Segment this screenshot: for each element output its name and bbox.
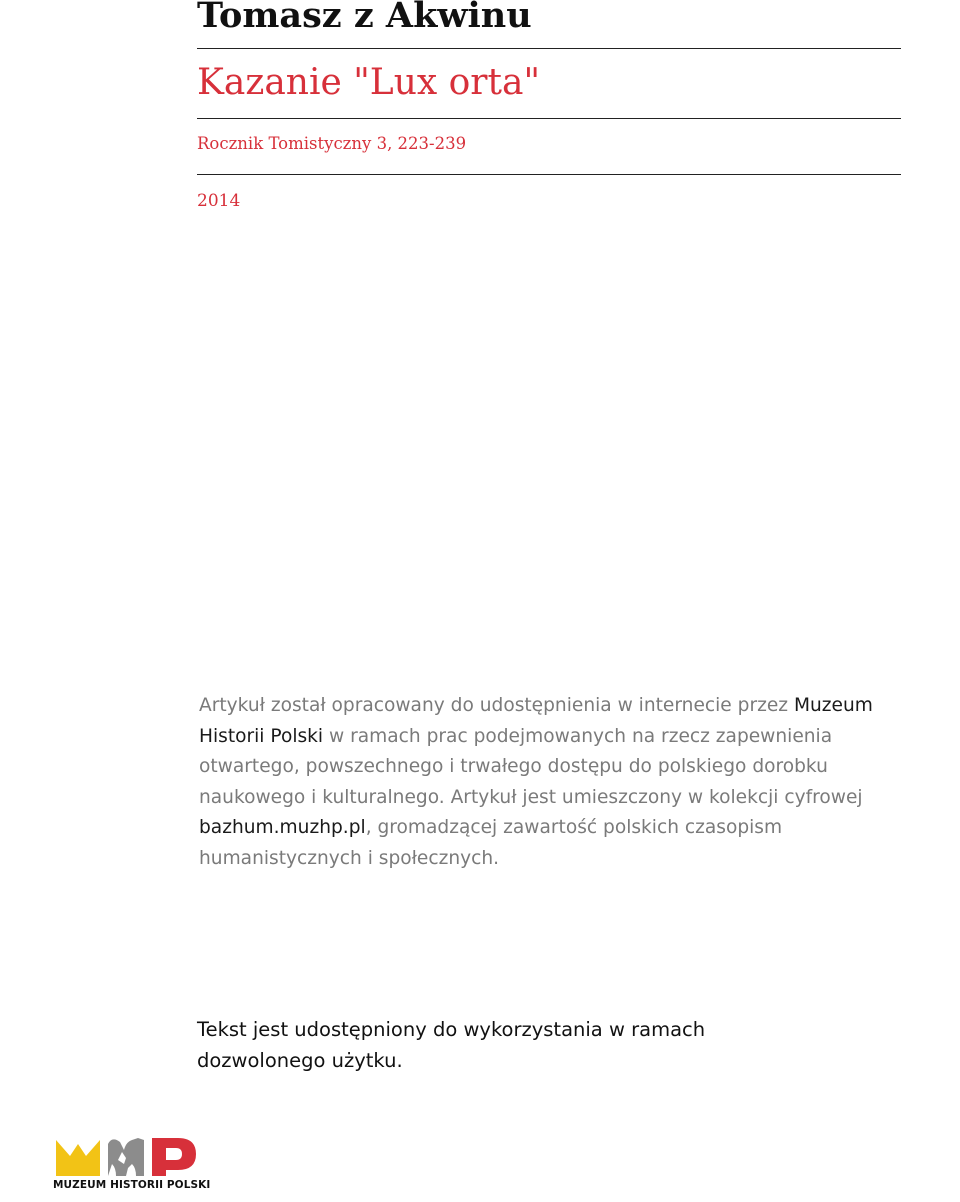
logo-p-shape (152, 1138, 196, 1176)
divider (197, 174, 901, 175)
document-year: 2014 (197, 191, 241, 211)
logo-h-shape (108, 1138, 144, 1176)
divider (197, 48, 901, 49)
divider (197, 118, 901, 119)
document-author: Tomasz z Akwinu (197, 0, 532, 36)
institution-name: Muzeum Historii Polski (199, 695, 873, 747)
logo-m-shape (56, 1140, 100, 1176)
document-source: Rocznik Tomistyczny 3, 223-239 (197, 134, 467, 153)
logo-caption: MUZEUM HISTORII POLSKI (53, 1179, 211, 1191)
info-text: w ramach prac podejmowanych na rzecz zapewnienia otwartego, powszechnego i trwałego dostępu do polskiego dorobku naukowego i kulturalnego. Artykuł jest umieszczony w kolekcji cyfrowej (199, 725, 863, 808)
info-text: , gromadzącej zawartość polskich czasopism humanistycznych i społecznych. (199, 817, 783, 869)
site-link[interactable]: bazhum.muzhp.pl (199, 817, 366, 838)
document-title: Kazanie "Lux orta" (197, 62, 541, 103)
info-paragraph (199, 691, 889, 874)
info-text: Artykuł został opracowany do udostępnienia w internecie przez (199, 695, 794, 716)
license-notice: Tekst jest udostępniony do wykorzystania w ramach dozwolonego użytku. (197, 1018, 706, 1072)
